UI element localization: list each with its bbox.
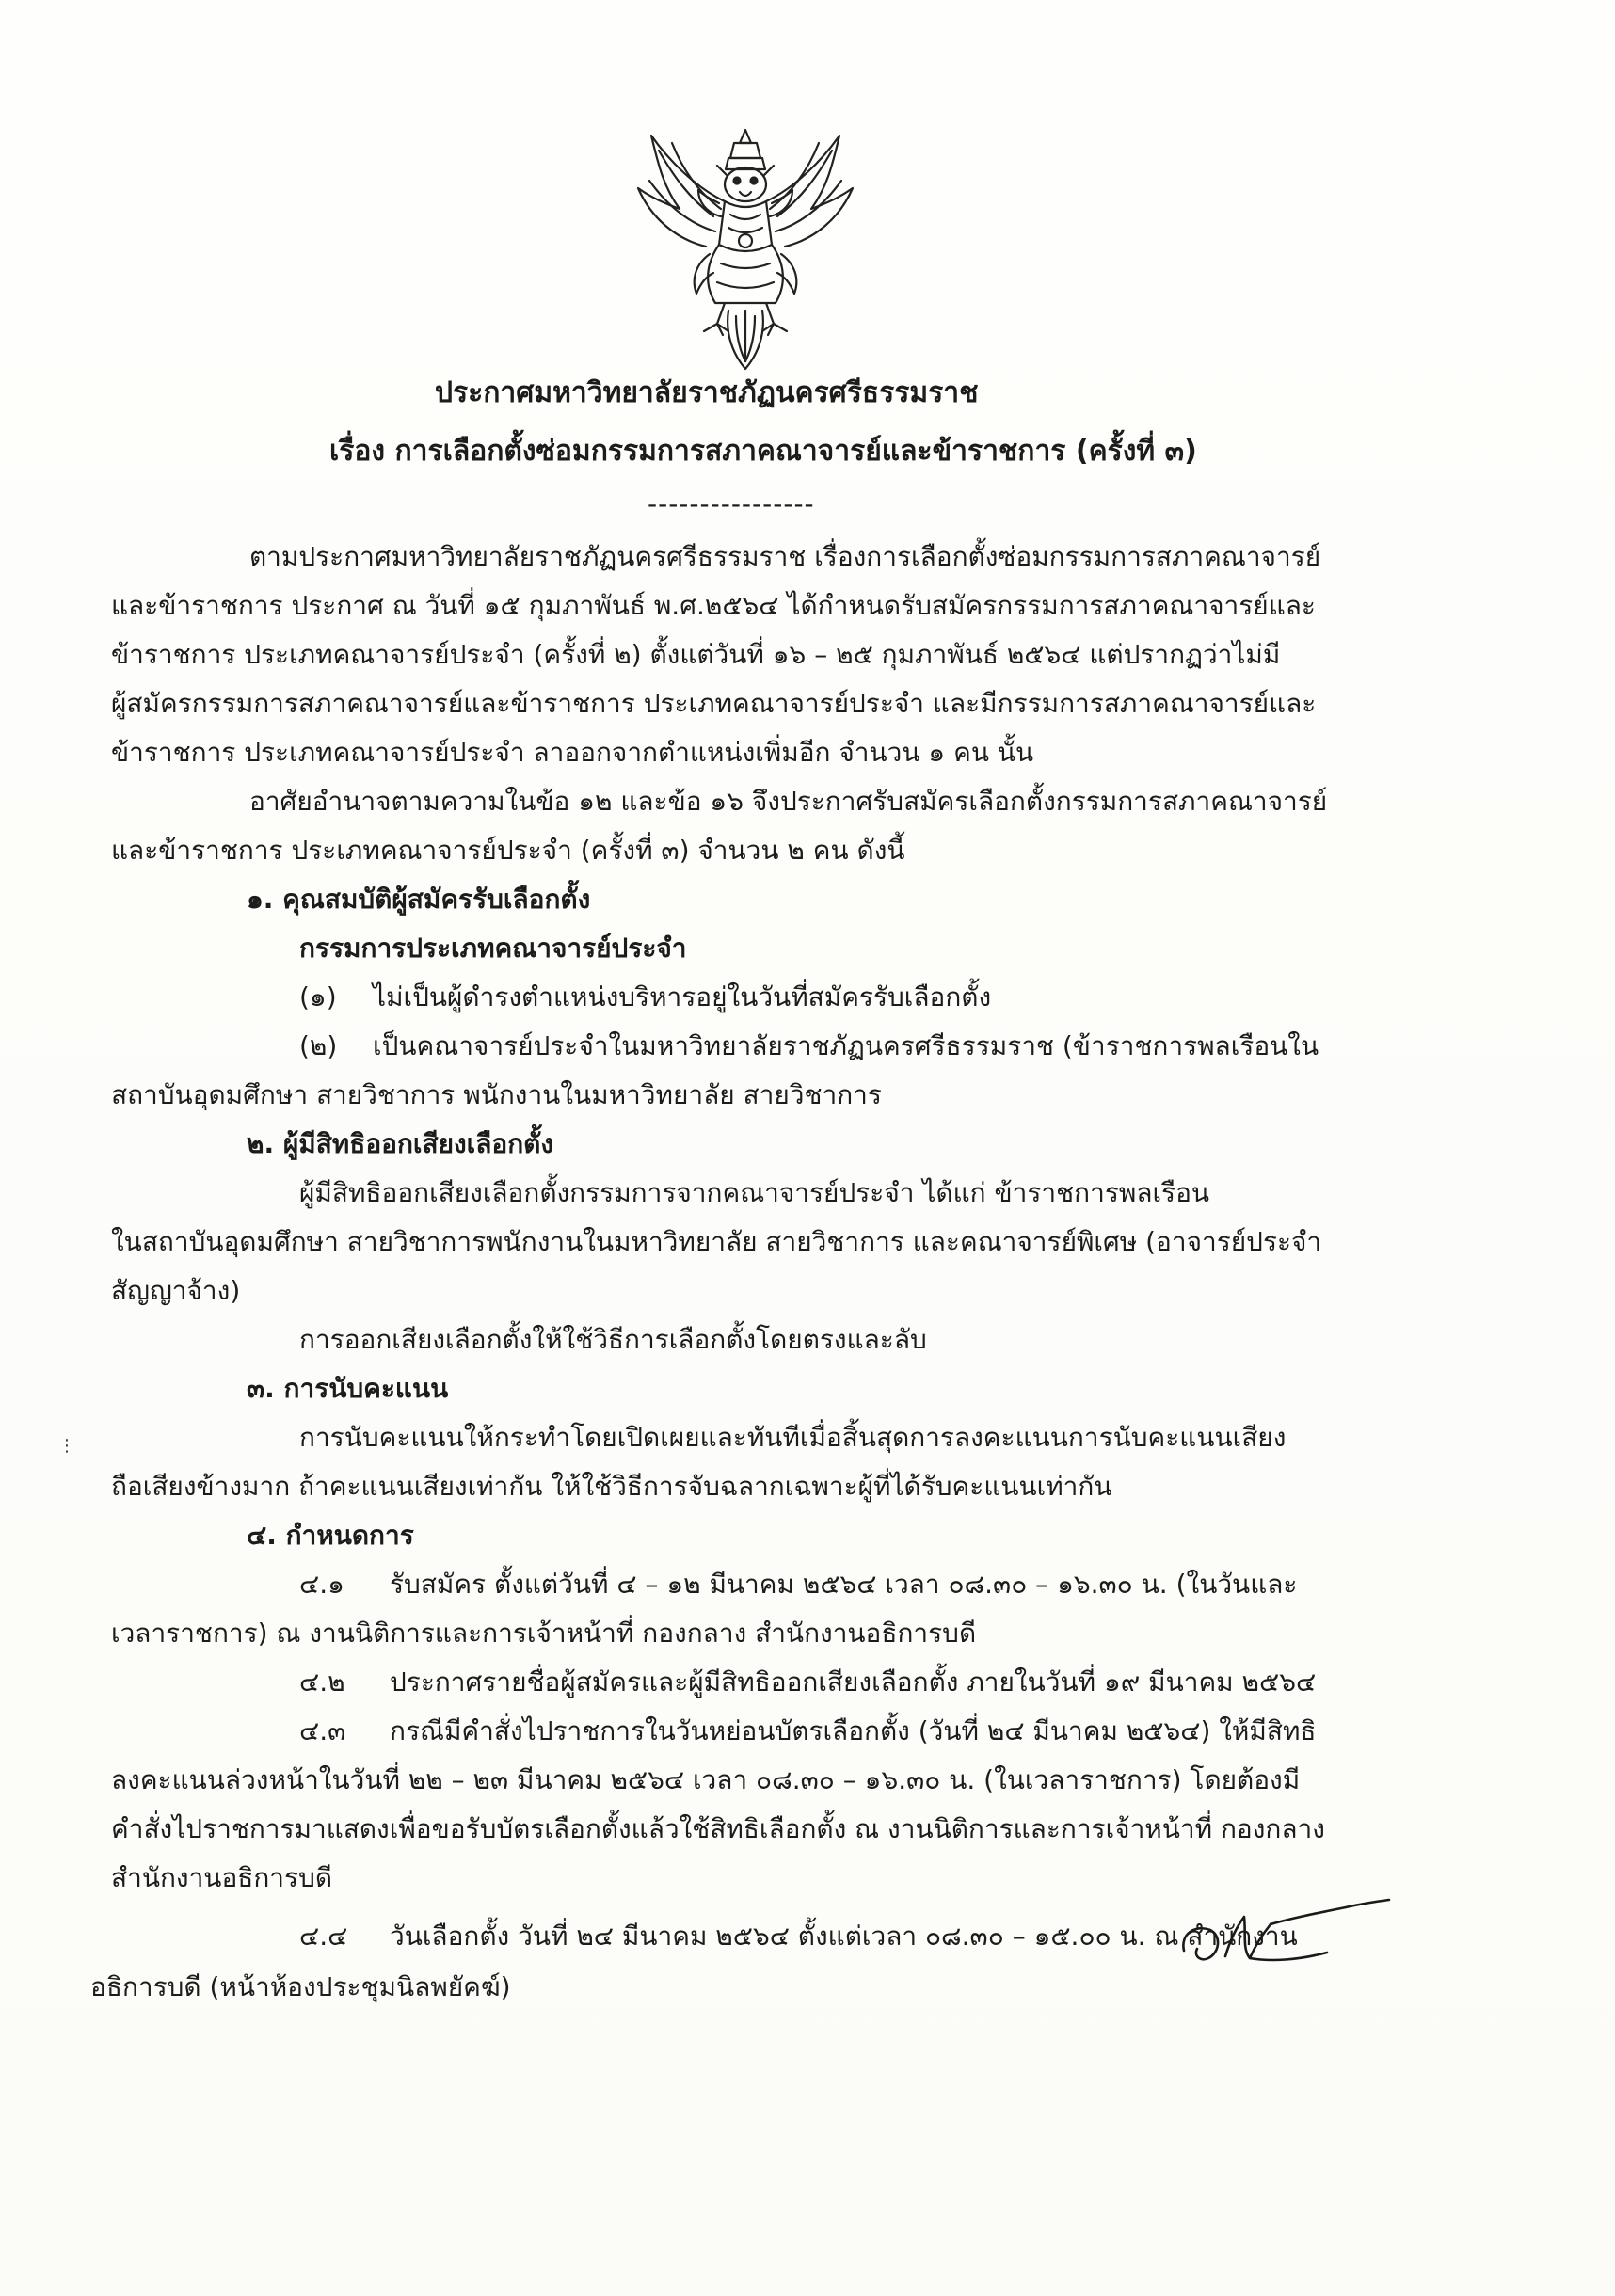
authority-line-1: อาศัยอำนาจตามความในข้อ ๑๒ และข้อ ๑๖ จึงประกาศรับสมัครเลือกตั้งกรรมการสภาคณาจารย์ bbox=[249, 786, 1328, 817]
intro-line-2: และข้าราชการ ประกาศ ณ วันที่ ๑๕ กุมภาพันธ์ พ.ศ.๒๕๖๔ ได้กำหนดรับสมัครกรรมการสภาคณาจารย์และ bbox=[111, 590, 1316, 621]
intro-line-5: ข้าราชการ ประเภทคณาจารย์ประจำ ลาออกจากตำแหน่งเพิ่มอีก จำนวน ๑ คน นั้น bbox=[111, 737, 1034, 768]
title-divider: ---------------- bbox=[648, 488, 815, 519]
section-2-line-2: ในสถาบันอุดมศึกษา สายวิชาการพนักงานในมหาวิทยาลัย สายวิชาการ และคณาจารย์พิเศษ (อาจารย์ประจำ bbox=[111, 1226, 1322, 1257]
authority-line-2: และข้าราชการ ประเภทคณาจารย์ประจำ (ครั้งที่ ๓) จำนวน ๒ คน ดังนี้ bbox=[111, 835, 905, 866]
section-4-item-4-number: ๔.๔ bbox=[299, 1921, 348, 1952]
section-4-item-2-text: ประกาศรายชื่อผู้สมัครและผู้มีสิทธิออกเสียงเลือกตั้ง ภายในวันที่ ๑๙ มีนาคม ๒๕๖๔ bbox=[390, 1666, 1317, 1698]
section-4-heading: ๔. กำหนดการ bbox=[247, 1520, 414, 1551]
section-2-voting-method: การออกเสียงเลือกตั้งให้ใช้วิธีการเลือกตั้งโดยตรงและลับ bbox=[299, 1324, 927, 1355]
section-1-item-2-text: เป็นคณาจารย์ประจำในมหาวิทยาลัยราชภัฏนครศรีธรรมราช (ข้าราชการพลเรือนใน bbox=[373, 1030, 1319, 1061]
section-1-item-2-number: (๒) bbox=[299, 1030, 338, 1061]
section-1-heading: ๑. คุณสมบัติผู้สมัครรับเลือกตั้ง bbox=[247, 884, 591, 915]
section-1-item-1-text: ไม่เป็นผู้ดำรงตำแหน่งบริหารอยู่ในวันที่สมัครรับเลือกตั้ง bbox=[373, 981, 992, 1012]
section-2-heading: ๒. ผู้มีสิทธิออกเสียงเลือกตั้ง bbox=[247, 1128, 554, 1159]
intro-line-3: ข้าราชการ ประเภทคณาจารย์ประจำ (ครั้งที่ ๒) ตั้งแต่วันที่ ๑๖ – ๒๕ กุมภาพันธ์ ๒๕๖๔ แต่ปรากฏว่าไม่มี bbox=[111, 639, 1281, 670]
section-4-item-1-text: รับสมัคร ตั้งแต่วันที่ ๔ – ๑๒ มีนาคม ๒๕๖๔ เวลา ๐๘.๓๐ – ๑๖.๓๐ น. (ในวันและ bbox=[390, 1569, 1298, 1600]
section-4-item-3-continuation-2: คำสั่งไปราชการมาแสดงเพื่อขอรับบัตรเลือกตั้งแล้วใช้สิทธิเลือกตั้ง ณ งานนิติการและการเจ้าหน้าที่ กองกลาง bbox=[111, 1813, 1325, 1844]
document-title: ประกาศมหาวิทยาลัยราชภัฏนครศรีธรรมราช bbox=[435, 376, 979, 409]
section-4-item-3-continuation-3: สำนักงานอธิการบดี bbox=[111, 1862, 333, 1893]
intro-line-4: ผู้สมัครกรรมการสภาคณาจารย์และข้าราชการ ประเภทคณาจารย์ประจำ และมีกรรมการสภาคณาจารย์และ bbox=[111, 688, 1317, 719]
section-4-item-3-text: กรณีมีคำสั่งไปราชการในวันหย่อนบัตรเลือกตั้ง (วันที่ ๒๔ มีนาคม ๒๕๖๔) ให้มีสิทธิ bbox=[390, 1715, 1317, 1746]
section-1-item-1-number: (๑) bbox=[299, 981, 337, 1012]
margin-mark: ⋮ bbox=[58, 1436, 75, 1456]
garuda-emblem bbox=[631, 122, 861, 376]
section-3-line-1: การนับคะแนนให้กระทำโดยเปิดเผยและทันทีเมื่อสิ้นสุดการลงคะแนนการนับคะแนนเสียง bbox=[299, 1422, 1287, 1453]
section-1-subheading: กรรมการประเภทคณาจารย์ประจำ bbox=[299, 933, 687, 964]
section-2-line-3: สัญญาจ้าง) bbox=[111, 1275, 241, 1306]
section-4-item-4-text: วันเลือกตั้ง วันที่ ๒๔ มีนาคม ๒๕๖๔ ตั้งแต่เวลา ๐๘.๓๐ – ๑๕.๐๐ น. ณ สำนักงาน bbox=[390, 1921, 1298, 1952]
section-4-item-2-number: ๔.๒ bbox=[299, 1666, 345, 1698]
section-3-line-2: ถือเสียงข้างมาก ถ้าคะแนนเสียงเท่ากัน ให้ใช้วิธีการจับฉลากเฉพาะผู้ที่ได้รับคะแนนเท่ากัน bbox=[111, 1471, 1112, 1502]
section-3-heading: ๓. การนับคะแนน bbox=[247, 1373, 449, 1404]
section-2-line-1: ผู้มีสิทธิออกเสียงเลือกตั้งกรรมการจากคณาจารย์ประจำ ได้แก่ ข้าราชการพลเรือน bbox=[299, 1177, 1210, 1208]
section-4-item-3-number: ๔.๓ bbox=[299, 1715, 346, 1746]
section-4-item-3-continuation-1: ลงคะแนนล่วงหน้าในวันที่ ๒๒ – ๒๓ มีนาคม ๒๕๖๔ เวลา ๐๘.๓๐ – ๑๖.๓๐ น. (ในเวลาราชการ) โดยต้องมี bbox=[111, 1764, 1301, 1795]
intro-line-1: ตามประกาศมหาวิทยาลัยราชภัฏนครศรีธรรมราช เรื่องการเลือกตั้งซ่อมกรรมการสภาคณาจารย์ bbox=[249, 541, 1321, 572]
section-4-item-4-continuation: อธิการบดี (หน้าห้องประชุมนิลพยัคฆ์) bbox=[90, 1971, 511, 2002]
section-4-item-1-continuation: เวลาราชการ) ณ งานนิติการและการเจ้าหน้าที่ กองกลาง สำนักงานอธิการบดี bbox=[111, 1618, 977, 1649]
handwritten-initials bbox=[1176, 1896, 1393, 1981]
document-subject: เรื่อง การเลือกตั้งซ่อมกรรมการสภาคณาจารย์และข้าราชการ (ครั้งที่ ๓) bbox=[329, 435, 1197, 468]
section-1-item-2-continuation: สถาบันอุดมศึกษา สายวิชาการ พนักงานในมหาวิทยาลัย สายวิชาการ bbox=[111, 1079, 882, 1110]
section-4-item-1-number: ๔.๑ bbox=[299, 1569, 344, 1600]
